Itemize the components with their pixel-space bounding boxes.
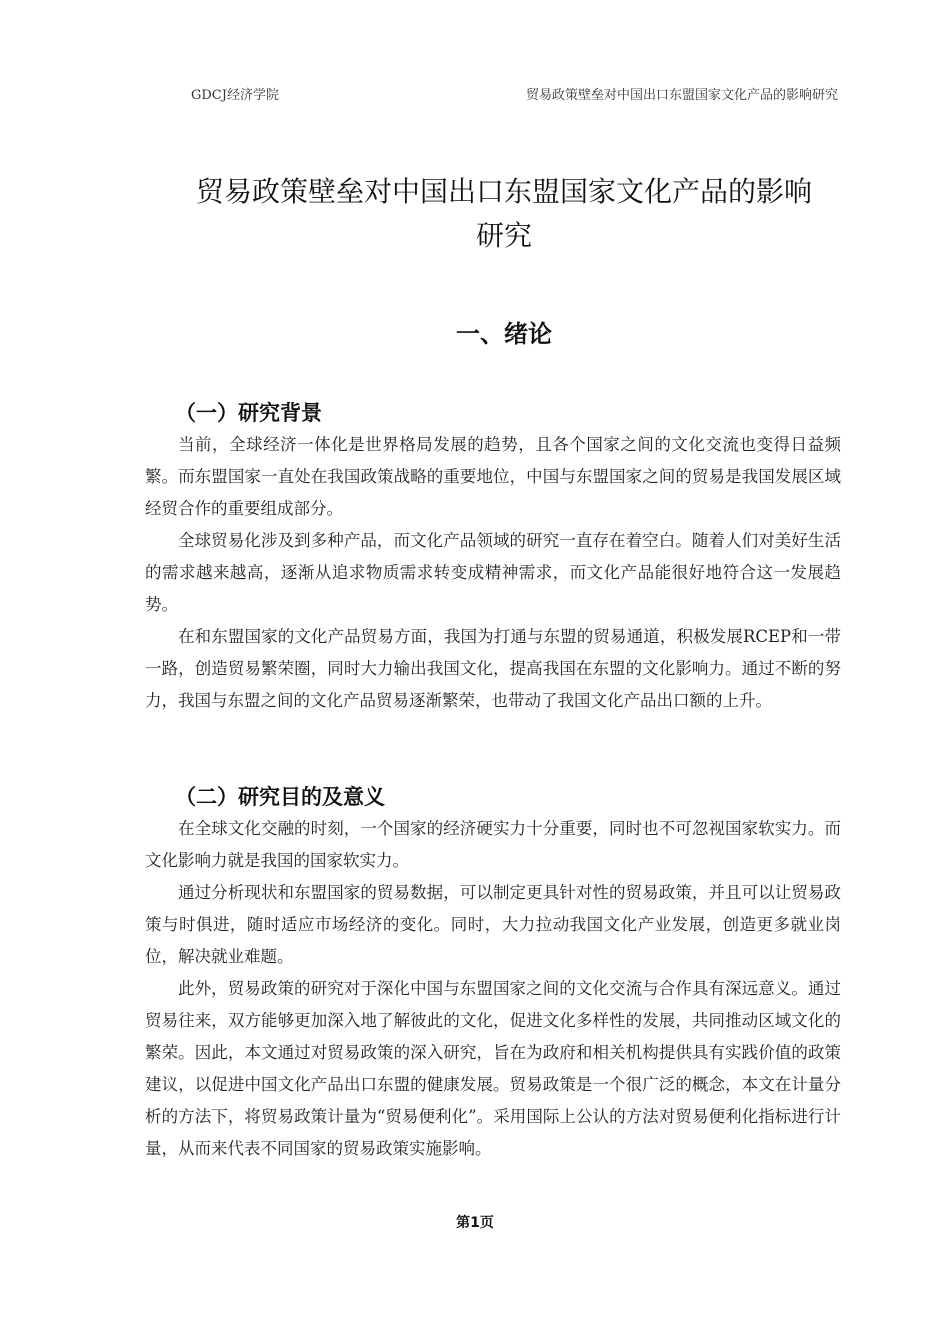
running-header (191, 84, 838, 104)
title-line-1: 贸易政策壁垒对中国出口东盟国家文化产品的影响 (195, 175, 812, 208)
paragraph: 在和东盟国家的文化产品贸易方面，我国为打通与东盟的贸易通道，积极发展RCEP和一带一路，创造贸易繁荣圈，同时大力输出我国文化，提高我国在东盟的文化影响力。通过不断的努力，我国与东盟之间的文化产品贸易逐渐繁荣，也带动了我国文化产品出口额的上升。 (145, 627, 841, 710)
section-heading-background: （一）研究背景 (175, 401, 322, 425)
paragraph: 全球贸易化涉及到多种产品，而文化产品领域的研究一直存在着空白。随着人们对美好生活的需求越来越高，逐渐从追求物质需求转变成精神需求，而文化产品能很好地符合这一发展趋势。 (145, 531, 841, 614)
paragraph: 此外，贸易政策的研究对于深化中国与东盟国家之间的文化交流与合作具有深远意义。通过贸易往来，双方能够更加深入地了解彼此的文化，促进文化多样性的发展，共同推动区域文化的繁荣。因此，本文通过对贸易政策的深入研究，旨在为政府和相关机构提供具有实践价值的政策建议，以促进中国文化产品出口东盟的健康发展。贸易政策是一个很广泛的概念，本文在计量分析的方法下，将贸易政策计量为“贸易便利化”。采用国际上公认的方法对贸易便利化指标进行计量，从而来代表不同国家的贸易政策实施影响。 (145, 979, 841, 1158)
document-title (145, 170, 863, 258)
section-heading-purpose: （二）研究目的及意义 (175, 785, 385, 809)
paragraph: 在全球文化交融的时刻，一个国家的经济硬实力十分重要，同时也不可忽视国家软实力。而文化影响力就是我国的国家软实力。 (145, 819, 841, 870)
page-number: 第1页 (456, 1215, 494, 1231)
title-line-2: 研究 (475, 219, 532, 252)
chapter-heading: 一、绪论 (456, 320, 552, 348)
header-institution: GDCJ经济学院 (191, 88, 279, 103)
paragraph: 当前，全球经济一体化是世界格局发展的趋势，且各个国家之间的文化交流也变得日益频繁。而东盟国家一直处在我国政策战略的重要地位，中国与东盟国家之间的贸易是我国发展区域经贸合作的重要组成部分。 (145, 435, 841, 518)
header-running-title: 贸易政策壁垒对中国出口东盟国家文化产品的影响研究 (525, 88, 838, 103)
paragraph: 通过分析现状和东盟国家的贸易数据，可以制定更具针对性的贸易政策，并且可以让贸易政策与时俱进，随时适应市场经济的变化。同时，大力拉动我国文化产业发展，创造更多就业岗位，解决就业难题。 (145, 883, 841, 966)
